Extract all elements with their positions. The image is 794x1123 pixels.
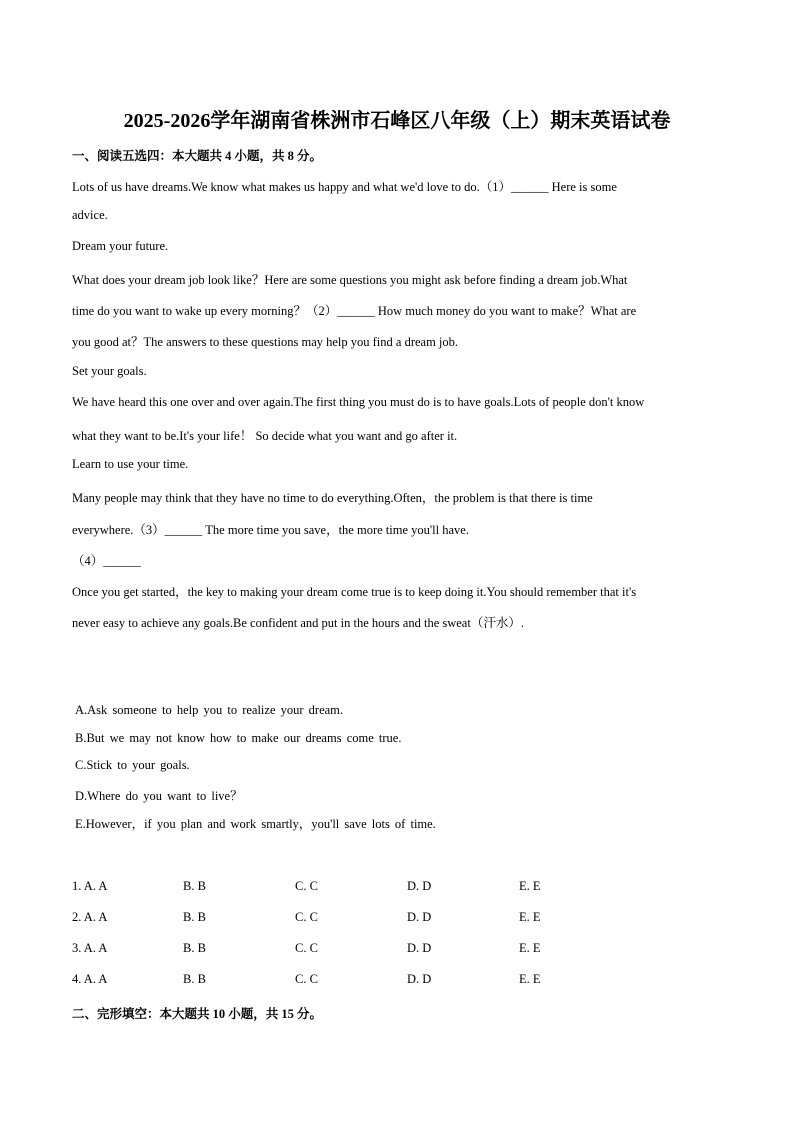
passage-subheading: Dream your future. — [72, 239, 169, 253]
choice[interactable]: E. E — [519, 910, 541, 924]
passage-line: Lots of us have dreams.We know what makes us happy and what we'd love to do.（1）______ Here is some — [72, 180, 617, 194]
option-a: A.Ask someone to help you to realize your dream. — [75, 703, 344, 717]
question-row — [72, 941, 632, 957]
choice[interactable]: 2. A. A — [72, 910, 108, 924]
exam-title: 2025-2026学年湖南省株洲市石峰区八年级（上）期末英语试卷 — [123, 110, 671, 132]
passage-line: never easy to achieve any goals.Be confident and put in the hours and the sweat（汗水）. — [72, 616, 524, 630]
choice[interactable]: C. C — [295, 941, 318, 955]
passage-line: Once you get started，the key to making your dream come true is to keep doing it.You should remember that it's — [72, 585, 637, 599]
section-1-heading: 一、阅读五选四：本大题共 4 小题，共 8 分。 — [72, 149, 323, 163]
choice[interactable]: B. B — [183, 910, 206, 924]
option-e: E.However，if you plan and work smartly，you'll save lots of time. — [75, 817, 436, 831]
choice[interactable]: B. B — [183, 879, 206, 893]
passage-blank-4: （4）______ — [72, 554, 141, 568]
choice[interactable]: D. D — [407, 941, 432, 955]
option-d: D.Where do you want to live？ — [75, 789, 243, 803]
choice[interactable]: B. B — [183, 941, 206, 955]
question-row — [72, 879, 632, 895]
passage-line: what they want to be.It's your life！ So decide what you want and go after it. — [72, 429, 458, 443]
choice[interactable]: D. D — [407, 972, 432, 986]
question-row — [72, 972, 632, 988]
option-b: B.But we may not know how to make our dreams come true. — [75, 731, 402, 745]
choice[interactable]: E. E — [519, 972, 541, 986]
choice[interactable]: C. C — [295, 910, 318, 924]
section-2-heading: 二、完形填空：本大题共 10 小题，共 15 分。 — [72, 1007, 323, 1021]
choice[interactable]: B. B — [183, 972, 206, 986]
choice[interactable]: C. C — [295, 879, 318, 893]
question-row — [72, 910, 632, 926]
choice[interactable]: E. E — [519, 879, 541, 893]
choice[interactable]: 3. A. A — [72, 941, 108, 955]
passage-line: We have heard this one over and over again.The first thing you must do is to have goals.Lots of people don't know — [72, 395, 645, 409]
choice[interactable]: D. D — [407, 879, 432, 893]
passage-line: time do you want to wake up every morning？（2）______ How much money do you want to make？What are — [72, 304, 637, 318]
choice[interactable]: 1. A. A — [72, 879, 108, 893]
passage-subheading: Learn to use your time. — [72, 457, 189, 471]
passage-line: What does your dream job look like？Here are some questions you might ask before finding a dream job.What — [72, 273, 628, 287]
passage-line: Many people may think that they have no time to do everything.Often，the problem is that there is time — [72, 491, 593, 505]
choice[interactable]: C. C — [295, 972, 318, 986]
passage-line: advice. — [72, 208, 108, 222]
option-c: C.Stick to your goals. — [75, 758, 190, 772]
choice[interactable]: D. D — [407, 910, 432, 924]
choice[interactable]: 4. A. A — [72, 972, 108, 986]
passage-subheading: Set your goals. — [72, 364, 147, 378]
passage-line: you good at？The answers to these questions may help you find a dream job. — [72, 335, 459, 349]
choice[interactable]: E. E — [519, 941, 541, 955]
passage-line: everywhere.（3）______ The more time you save，the more time you'll have. — [72, 523, 469, 537]
